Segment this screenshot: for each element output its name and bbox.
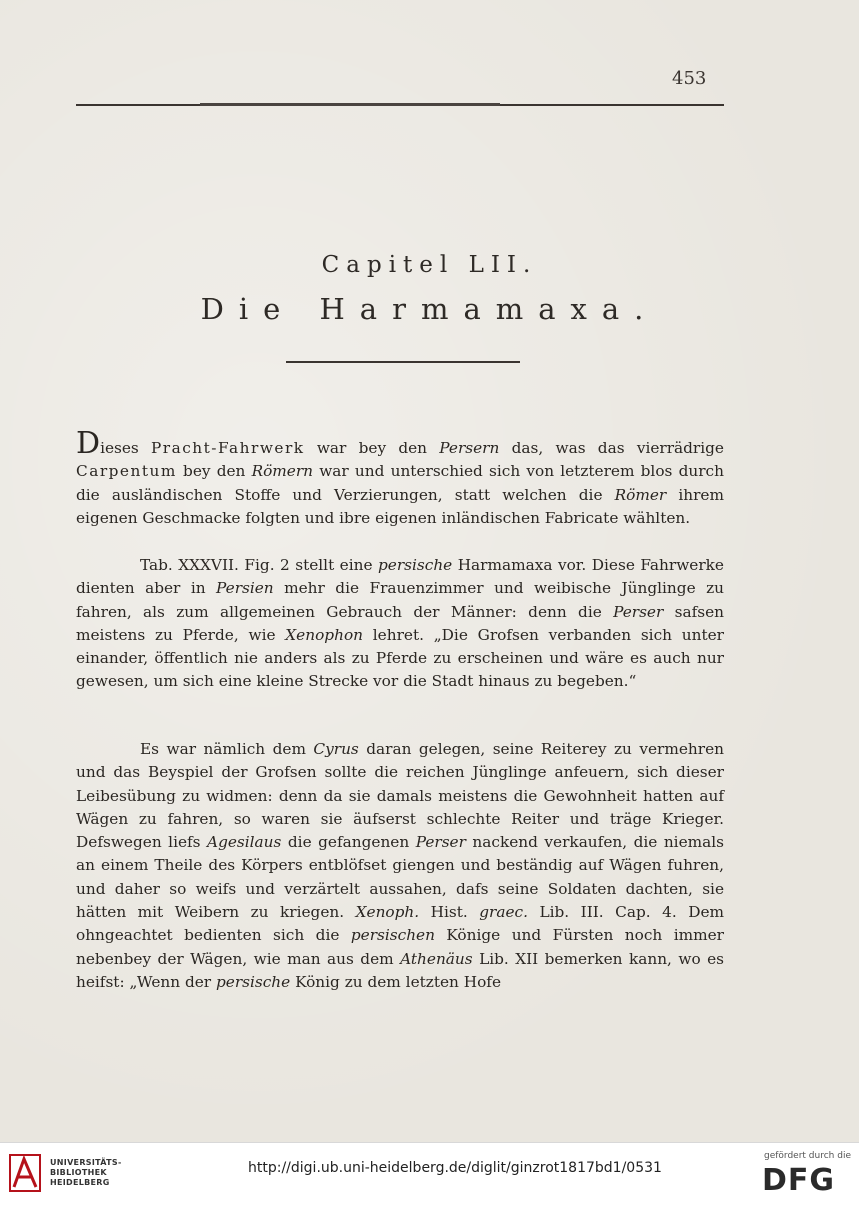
text-run: Hist. <box>419 903 480 922</box>
text-run: war und unterschied sich von letzterem blos <box>313 462 673 481</box>
text-run: Xenoph. <box>355 903 420 922</box>
paragraph-2 <box>76 554 724 694</box>
text-run: Tab. XXXVII. Fig. 2 stellt eine <box>140 556 378 574</box>
text-run: König zu dem letzten Hofe <box>290 972 502 991</box>
paragraph-3 <box>76 738 724 994</box>
text-run: persische <box>215 972 291 991</box>
text-run: Cyrus <box>313 740 359 758</box>
text-run: graec. <box>479 903 528 922</box>
text-run: Agesilaus <box>207 833 282 852</box>
text-run: Könige und Fürsten noch immer nebenbey der Wägen, wie man aus dem <box>76 926 724 968</box>
text-run: Persien <box>216 579 274 598</box>
text-run: Xenophon <box>285 625 364 644</box>
dfg-logo: DFG <box>762 1163 836 1198</box>
text-run: Persern <box>439 439 500 457</box>
text-run: persische <box>378 556 453 574</box>
library-name <box>50 1158 122 1188</box>
text-run: das, was das vierrädrige <box>499 439 724 457</box>
dfg-caption: gefördert durch die <box>764 1151 851 1161</box>
university-library-logo-icon <box>8 1151 42 1195</box>
page-number: 453 <box>672 68 707 89</box>
text-run: Perser <box>415 833 466 852</box>
text-run: Römer <box>614 485 667 504</box>
text-run: Perser <box>613 602 664 621</box>
text-run: Harmamaxa vor. Diese Fahrwerke dienten aber in <box>76 556 724 598</box>
text-run: die gefangenen <box>281 833 416 852</box>
text-run: Es war nämlich dem <box>140 740 314 758</box>
paragraph-1 <box>76 426 724 530</box>
library-name-line: UNIVERSITÄTS- <box>50 1158 122 1167</box>
text-run: durch die ausländischen Stoffe und Verzierungen, statt welchen die <box>76 462 724 504</box>
text-run: persischen <box>350 926 435 945</box>
chapter-title: Capitel LII. <box>321 252 538 278</box>
text-run: Lib. III. Cap. 4. Dem ohngeachtet bedienten sich die <box>76 903 725 945</box>
text-run: mehr die Frauenzimmer und weibische Jünglinge zu fahren, als zum allgemeinen Gebrauch der Männer: denn die <box>76 579 724 621</box>
viewer-footer <box>0 1142 859 1205</box>
text-run: nackend verkaufen, die niemals an einem Theile des Körpers entblöfset giengen und beständig auf Wägen fuhren, und daher so weifs und verzärtelt aussahen, dafs seine Soldaten dachten, sie hätten mit Weibern zu kriegen. <box>76 833 724 922</box>
text-run: war bey den <box>304 439 440 457</box>
text-run: Pracht-Fahrwerk <box>151 439 305 457</box>
text-run: Athenäus <box>400 949 473 968</box>
library-name-line: BIBLIOTHEK <box>50 1168 107 1177</box>
text-run: Römern <box>251 462 314 481</box>
text-run: Carpentum <box>76 462 177 481</box>
library-name-line: HEIDELBERG <box>50 1178 110 1187</box>
text-run: lehret. „Die Grofsen verbanden sich unter einander, öffentlich nie anders als zu Pferde zu erscheinen und wäre es auch nur gewesen, um sich eine kleine Strecke vor die Stadt hinaus zu begeben.“ <box>76 625 724 691</box>
text-run: ihrem eigenen Geschmacke folgten und ibre eigenen inländischen Fabricate wählten. <box>76 485 724 527</box>
text-run: Lib. XII bemerken kann, wo es heifst: „Wenn der <box>76 949 725 991</box>
chapter-subtitle: Die Harmamaxa. <box>200 292 659 326</box>
permalink-url[interactable]: http://digi.ub.uni-heidelberg.de/diglit/ginzrot1817bd1/0531 <box>248 1160 662 1176</box>
text-run: daran gelegen, seine Reiterey zu vermehren und das Beyspiel der Grofsen sollte die reichen Jünglinge anfeuern, sich dieser Leibesübung zu widmen: denn da sie damals meistens die Gewohnheit hatten auf Wägen zu fahren, so waren sie äufserst schlechte Reiter und träge Krieger. Defswegen liefs <box>76 740 724 852</box>
text-run: bey den <box>176 462 252 481</box>
drop-cap: D <box>76 426 101 461</box>
text-run: safsen meistens zu Pferde, wie <box>76 602 724 644</box>
text-run: ieses <box>100 439 152 457</box>
section-rule <box>286 361 520 363</box>
header-rule-thick <box>200 103 500 106</box>
